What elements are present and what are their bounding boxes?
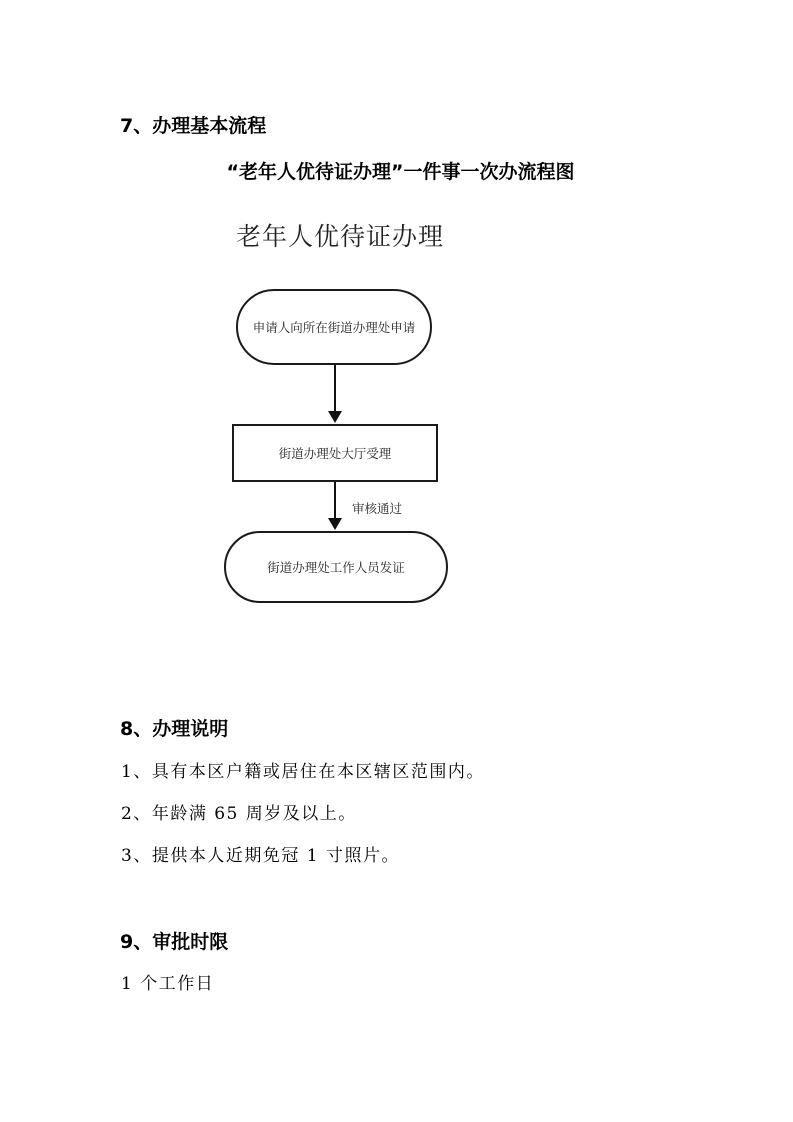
flowchart-document-title: “老年人优待证办理”一件事一次办流程图 bbox=[226, 161, 575, 183]
flow-edge-label-approved: 审核通过 bbox=[352, 501, 403, 516]
flow-node-issue bbox=[224, 531, 448, 603]
flow-node-apply bbox=[236, 289, 432, 365]
flow-node-accept bbox=[232, 424, 438, 482]
section-9-heading: 9、审批时限 bbox=[120, 931, 229, 953]
flow-node-apply-label: 申请人向所在街道办理处申请 bbox=[252, 320, 416, 335]
requirement-item-1: 1、具有本区户籍或居住在本区辖区范围内。 bbox=[121, 762, 485, 782]
flowchart-title: 老年人优待证办理 bbox=[235, 222, 444, 251]
approval-time-limit: 1 个工作日 bbox=[121, 974, 215, 994]
flow-node-issue-label: 街道办理处工作人员发证 bbox=[267, 560, 405, 575]
requirement-item-3: 3、提供本人近期免冠 1 寸照片。 bbox=[121, 846, 400, 866]
section-8-heading: 8、办理说明 bbox=[120, 718, 229, 740]
requirement-item-2: 2、年龄满 65 周岁及以上。 bbox=[121, 804, 357, 824]
flow-node-accept-label: 街道办理处大厅受理 bbox=[278, 446, 392, 461]
section-7-heading: 7、办理基本流程 bbox=[120, 115, 267, 137]
